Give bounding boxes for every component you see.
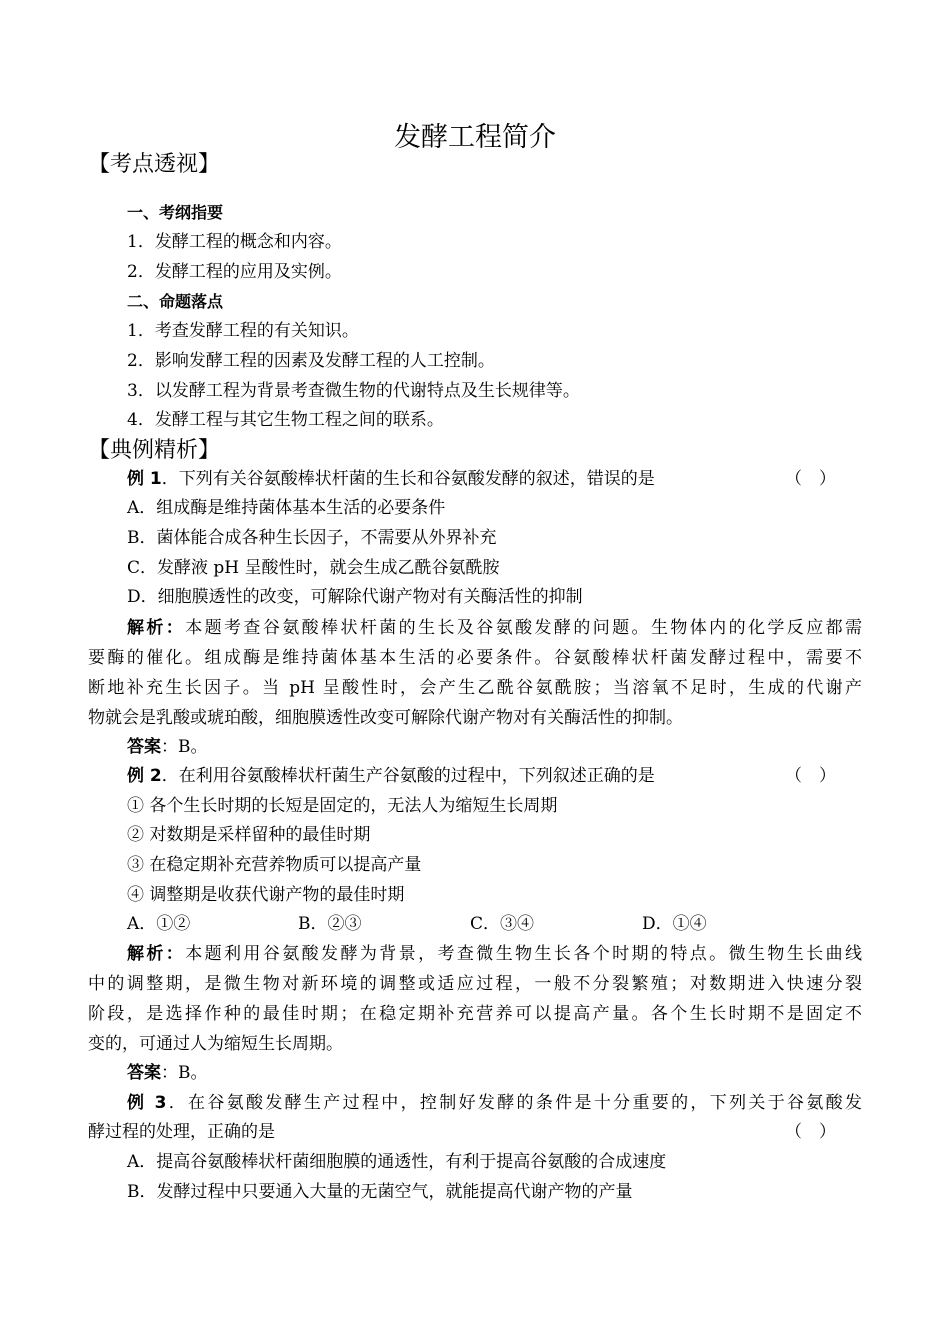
analysis-line: 阶段，是选择作种的最佳时期；在稳定期补充营养可以提高产量。各个生长时期不是固定不 <box>88 1004 862 1024</box>
example-3-stem <box>127 1092 862 1114</box>
option-d: D．①④ <box>642 914 707 934</box>
answer-line <box>127 1062 208 1084</box>
option-b: B．②③ <box>298 914 362 934</box>
question-text: ．在谷氨酸发酵生产过程中，控制好发酵的条件是十分重要的，下列关于谷氨酸发 <box>166 1093 863 1113</box>
syllabus-item: 2．发酵工程的应用及实例。 <box>127 262 342 282</box>
analysis-line: 变的，可通过人为缩短生长周期。 <box>88 1034 343 1054</box>
statement-4: ④ 调整期是收获代谢产物的最佳时期 <box>127 885 405 905</box>
example-1-stem <box>127 468 655 490</box>
example-2-stem <box>127 765 655 787</box>
option-b: B．发酵过程中只要通入大量的无菌空气，就能提高代谢产物的产量 <box>127 1182 633 1202</box>
answer-value: ：B。 <box>161 1063 208 1083</box>
option-c: C．③④ <box>470 914 535 934</box>
analysis-line <box>127 943 862 965</box>
section-heading-key-points: 【考点透视】 <box>88 152 221 177</box>
example-label: 例 2 <box>127 766 162 786</box>
option-a: A．①② <box>127 914 191 934</box>
analysis-line: 中的调整期，是微生物对新环境的调整或适应过程，一般不分裂繁殖；对数期进入快速分裂 <box>88 974 862 994</box>
analysis-text: 本题考查谷氨酸棒状杆菌的生长及谷氨酸发酵的问题。生物体内的化学反应都需 <box>185 618 863 638</box>
subheading-exam-focus: 二、命题落点 <box>127 292 224 311</box>
syllabus-item: 1．发酵工程的概念和内容。 <box>127 232 342 252</box>
option-a: A．组成酶是维持菌体基本生活的必要条件 <box>127 498 446 518</box>
subheading-syllabus: 一、考纲指要 <box>127 203 224 222</box>
option-d: D．细胞膜透性的改变，可解除代谢产物对有关酶活性的抑制 <box>127 587 583 607</box>
answer-value: ：B。 <box>161 737 208 757</box>
analysis-line: 断地补充生长因子。当 pH 呈酸性时，会产生乙酰谷氨酰胺；当溶氧不足时，生成的代谢产 <box>88 678 862 698</box>
exam-focus-item: 2．影响发酵工程的因素及发酵工程的人工控制。 <box>127 351 495 371</box>
answer-blank: （ ） <box>785 469 836 489</box>
answer-label: 答案 <box>127 1063 161 1083</box>
answer-blank: （ ） <box>785 1122 836 1142</box>
exam-focus-item: 4．发酵工程与其它生物工程之间的联系。 <box>127 410 444 430</box>
analysis-line: 要酶的催化。组成酶是维持菌体基本生活的必要条件。谷氨酸棒状杆菌发酵过程中，需要不 <box>88 648 862 668</box>
analysis-line: 物就会是乳酸或琥珀酸，细胞膜透性改变可解除代谢产物对有关酶活性的抑制。 <box>88 708 683 728</box>
option-a: A．提高谷氨酸棒状杆菌细胞膜的通透性，有利于提高谷氨酸的合成速度 <box>127 1152 667 1172</box>
option-c: C．发酵液 pH 呈酸性时，就会生成乙酰谷氨酰胺 <box>127 558 500 578</box>
statement-3: ③ 在稳定期补充营养物质可以提高产量 <box>127 855 422 875</box>
question-text: ．下列有关谷氨酸棒状杆菌的生长和谷氨酸发酵的叙述，错误的是 <box>161 469 655 489</box>
analysis-text: 本题利用谷氨酸发酵为背景，考查微生物生长各个时期的特点。微生物生长曲线 <box>185 944 863 964</box>
option-b: B．菌体能合成各种生长因子，不需要从外界补充 <box>127 528 497 548</box>
example-label: 例 1 <box>127 469 162 489</box>
analysis-line <box>127 617 862 639</box>
page-title: 发酵工程简介 <box>394 122 556 153</box>
question-text: ．在利用谷氨酸棒状杆菌生产谷氨酸的过程中，下列叙述正确的是 <box>161 766 655 786</box>
answer-blank: （ ） <box>785 766 836 786</box>
answer-line <box>127 736 208 758</box>
statement-1: ① 各个生长时期的长短是固定的，无法人为缩短生长周期 <box>127 796 558 816</box>
example-label: 例 3 <box>127 1093 167 1113</box>
exam-focus-item: 3．以发酵工程为背景考查微生物的代谢特点及生长规律等。 <box>127 381 580 401</box>
analysis-label: 解析： <box>127 944 186 964</box>
section-heading-examples: 【典例精析】 <box>88 438 221 463</box>
analysis-label: 解析： <box>127 618 186 638</box>
answer-label: 答案 <box>127 737 161 757</box>
exam-focus-item: 1．考查发酵工程的有关知识。 <box>127 321 359 341</box>
statement-2: ② 对数期是采样留种的最佳时期 <box>127 825 371 845</box>
question-text: 酵过程的处理，正确的是 <box>88 1122 275 1142</box>
